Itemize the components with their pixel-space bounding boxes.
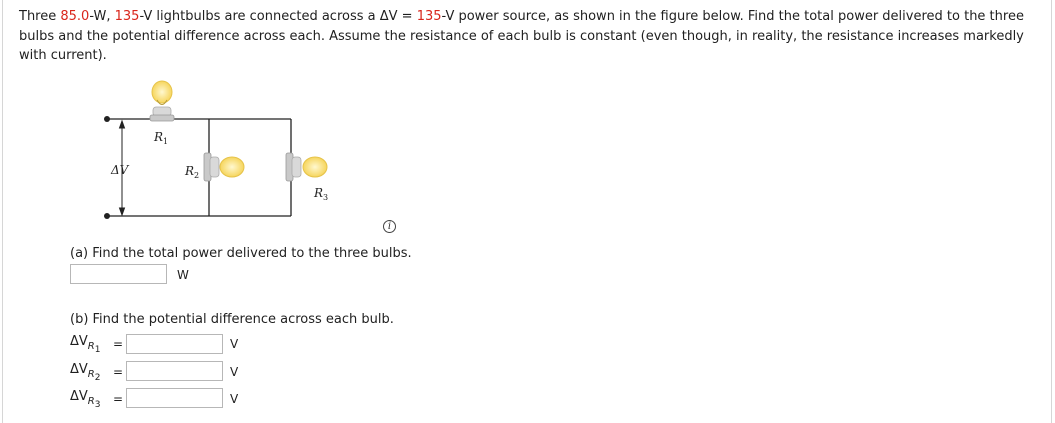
r1-label: $R_1$ [154, 130, 169, 146]
bulb-r1-icon [150, 81, 174, 121]
delta-v-r3-label: $\Delta V_{R_3}$ [70, 389, 101, 410]
delta-v-r2-unit: V [230, 365, 239, 379]
bulb-r2-icon [204, 153, 244, 181]
delta-v-r2-label: $\Delta V_{R_2}$ [70, 362, 101, 383]
delta-v-r2-input[interactable] [126, 361, 223, 381]
circuit-wires [107, 119, 291, 216]
bulb-r3-icon [286, 153, 327, 181]
part-a-question: (a) Find the total power delivered to the three bulbs. [70, 246, 412, 261]
equals-sign: = [113, 365, 124, 379]
delta-v-r3-unit: V [230, 392, 239, 406]
bulb-voltage-value: 135 [114, 9, 140, 24]
delta-v-r1-label: $\Delta V_{R_1}$ [70, 334, 101, 355]
r3-label: $R_3$ [314, 186, 329, 202]
problem-statement: Three 85.0-W, 135-V lightbulbs are connected across a ΔV = 135-V power source, as shown in the figure below. Find the total power delivered to the three bulbs and the potential difference across each. Assume the resistance of each bulb is constant (even though, in reality, the resistance increases markedly with current). [19, 9, 1024, 63]
delta-v-r1-input[interactable] [126, 334, 223, 354]
terminal-top [104, 116, 110, 122]
power-value: 85.0 [60, 9, 90, 24]
circuit-figure [90, 75, 350, 225]
info-icon[interactable]: i [383, 220, 396, 233]
terminal-bottom [104, 213, 110, 219]
source-voltage-value: 135 [416, 9, 442, 24]
equals-sign: = [113, 392, 124, 406]
delta-v-r1-unit: V [230, 337, 239, 351]
delta-v-label: ΔV [111, 163, 129, 177]
r2-label: $R_2$ [185, 164, 200, 180]
part-a-unit: W [177, 268, 189, 282]
equals-sign: = [113, 337, 124, 351]
total-power-input[interactable] [70, 264, 167, 284]
part-b-question: (b) Find the potential difference across each bulb. [70, 312, 394, 327]
delta-v-r3-input[interactable] [126, 388, 223, 408]
